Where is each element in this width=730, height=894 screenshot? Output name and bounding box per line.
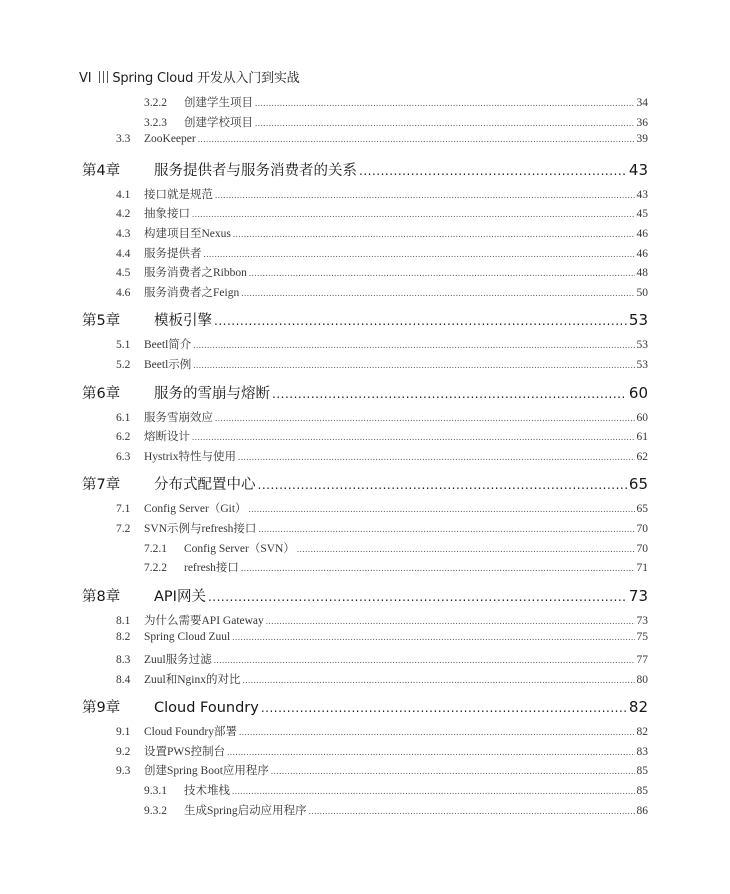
toc-title: Cloud Foundry部署 (144, 726, 237, 739)
toc-section-row[interactable] (116, 225, 648, 244)
toc-number: 第4章 (82, 162, 121, 179)
toc-section-row[interactable] (116, 264, 648, 283)
toc-subsection-row[interactable] (144, 94, 648, 113)
toc-leader-dots (261, 701, 627, 715)
toc-title: Spring Cloud Zuul (144, 631, 231, 644)
toc-subsection-row[interactable] (144, 802, 648, 821)
toc-leader-dots (192, 432, 635, 442)
toc-page-number: 62 (636, 450, 648, 463)
toc-title: Beetl示例 (144, 359, 192, 371)
toc-title: 熔断设计 (144, 431, 190, 444)
toc-page-number: 77 (636, 654, 648, 666)
toc-page-number: 61 (636, 431, 648, 444)
toc-leader-dots (249, 268, 635, 278)
toc-page-number: 85 (636, 785, 648, 797)
toc-title: Config Server（SVN） (184, 542, 295, 555)
toc-number: 9.3.2 (144, 804, 167, 817)
toc-number: 7.1 (116, 503, 131, 516)
toc-number: 4.5 (116, 267, 131, 280)
toc-page-number: 60 (628, 383, 648, 402)
toc-number: 9.3.1 (144, 785, 167, 797)
toc-section-row[interactable] (116, 762, 648, 781)
toc-chapter-row[interactable] (82, 382, 648, 406)
toc-title: 服务消费者之Feign (144, 286, 240, 299)
toc-page-number: 80 (636, 673, 648, 686)
toc-chapter-row[interactable] (82, 159, 648, 183)
toc-leader-dots (238, 452, 635, 462)
toc-leader-dots (193, 340, 634, 350)
toc-leader-dots (215, 190, 635, 200)
toc-section-row[interactable] (116, 651, 648, 670)
toc-title: 抽象接口 (144, 208, 190, 221)
toc-leader-dots (249, 504, 635, 514)
toc-leader-dots (198, 134, 635, 144)
toc-title: 技术堆栈 (184, 785, 230, 797)
toc-number: 4.1 (116, 188, 131, 201)
toc-leader-dots (241, 563, 635, 573)
toc-leader-dots (255, 118, 635, 128)
toc-page-number: 39 (636, 133, 648, 146)
toc-title: 服务消费者之Ribbon (144, 267, 247, 280)
toc-section-row[interactable] (116, 743, 648, 762)
toc-title: Cloud Foundry (154, 700, 259, 717)
toc-leader-dots (297, 544, 635, 554)
toc-title: refresh接口 (184, 562, 239, 575)
toc-leader-dots (242, 675, 634, 685)
toc-page-number: 46 (636, 247, 648, 260)
toc-chapter-row[interactable] (82, 696, 648, 720)
toc-title: Zuul服务过滤 (144, 654, 212, 666)
toc-number: 3.3 (116, 133, 131, 146)
toc-title: API网关 (154, 588, 206, 605)
toc-title: 生成Spring启动应用程序 (184, 804, 307, 817)
toc-number: 8.1 (116, 614, 131, 627)
toc-page-number: 43 (636, 188, 648, 201)
toc-number: 6.2 (116, 431, 131, 444)
toc-title: 构建项目至Nexus (144, 228, 231, 240)
running-header (79, 67, 299, 86)
toc-section-row[interactable] (116, 612, 648, 631)
toc-section-row[interactable] (116, 448, 648, 467)
toc-title: 为什么需要API Gateway (144, 614, 264, 627)
toc-subsection-row[interactable] (144, 114, 648, 133)
toc-number: 第7章 (82, 477, 121, 494)
toc-number: 7.2.2 (144, 562, 167, 575)
toc-leader-dots (266, 616, 635, 626)
toc-subsection-row[interactable] (144, 559, 648, 578)
toc-page-number: 83 (636, 745, 648, 758)
toc-page-number: 70 (636, 542, 648, 555)
toc-page-number: 60 (636, 411, 648, 424)
toc-page-number: 82 (628, 698, 648, 717)
toc-title: 创建学生项目 (184, 97, 253, 109)
toc-leader-dots (215, 413, 635, 423)
toc-page-number: 75 (636, 631, 648, 644)
toc-leader-dots (233, 229, 635, 239)
toc-section-row[interactable] (116, 671, 648, 690)
toc-section-row[interactable] (116, 245, 648, 264)
toc-leader-dots (255, 98, 635, 108)
toc-page-number: 53 (636, 359, 648, 371)
toc-title: 创建Spring Boot应用程序 (144, 765, 269, 778)
header-page-number: VI (79, 71, 92, 86)
toc-page-number: 65 (628, 475, 648, 494)
toc-page-number: 48 (636, 267, 648, 280)
toc-section-row[interactable] (116, 336, 648, 355)
toc-section-row[interactable] (116, 723, 648, 742)
toc-number: 4.6 (116, 286, 131, 299)
toc-number: 5.1 (116, 339, 131, 352)
toc-title: 创建学校项目 (184, 116, 253, 129)
toc-page-number: 50 (636, 286, 648, 299)
toc-title: 接口就是规范 (144, 188, 213, 201)
toc-chapter-row[interactable] (82, 585, 648, 609)
toc-leader-dots (232, 632, 634, 642)
toc-title: 服务雪崩效应 (144, 411, 213, 424)
toc-number: 3.2.3 (144, 116, 167, 129)
toc-number: 4.2 (116, 208, 131, 221)
toc-page-number: 43 (628, 160, 648, 179)
toc-number: 5.2 (116, 359, 131, 371)
toc-section-row[interactable] (116, 631, 648, 650)
toc-title: 设置PWS控制台 (144, 745, 226, 758)
toc-number: 6.1 (116, 411, 131, 424)
toc-page-number: 73 (636, 614, 648, 627)
toc-number: 7.2.1 (144, 542, 167, 555)
toc-title: 服务提供者与服务消费者的关系 (154, 162, 357, 179)
toc-page-number: 53 (628, 311, 648, 330)
toc-chapter-row[interactable] (82, 309, 648, 333)
toc-section-row[interactable] (116, 356, 648, 375)
toc-leader-dots (258, 524, 634, 534)
toc-section-row[interactable] (116, 205, 648, 224)
toc-section-row[interactable] (116, 428, 648, 447)
toc-number: 第9章 (82, 700, 121, 717)
toc-leader-dots (214, 655, 635, 665)
toc-page-number: 86 (636, 804, 648, 817)
toc-title: Zuul和Nginx的对比 (144, 673, 241, 686)
toc-leader-dots (272, 387, 627, 401)
toc-leader-dots (359, 164, 627, 178)
toc-title: SVN示例与refresh接口 (144, 523, 257, 535)
toc-title: 模板引擎 (154, 313, 212, 330)
toc-title: 服务提供者 (144, 247, 202, 260)
toc-page-number: 46 (636, 228, 648, 240)
toc-leader-dots (227, 747, 634, 757)
toc-section-row[interactable] (116, 186, 648, 205)
toc-leader-dots (214, 314, 627, 328)
toc-number: 3.2.2 (144, 97, 167, 109)
toc-page-number: 36 (636, 116, 648, 129)
toc-leader-dots (232, 786, 635, 796)
toc-chapter-row[interactable] (82, 473, 648, 497)
toc-number: 6.3 (116, 450, 131, 463)
toc-subsection-row[interactable] (144, 782, 648, 801)
header-book-title: Spring Cloud 开发从入门到实战 (112, 71, 300, 86)
header-divider-bars (99, 71, 108, 83)
toc-number: 7.2 (116, 523, 131, 535)
toc-leader-dots (309, 806, 635, 816)
toc-number: 9.2 (116, 745, 131, 758)
toc-section-row[interactable] (116, 520, 648, 539)
toc-number: 8.2 (116, 631, 131, 644)
toc-leader-dots (241, 288, 634, 298)
toc-section-row[interactable] (116, 500, 648, 519)
toc-leader-dots (193, 360, 634, 370)
toc-page-number: 85 (636, 765, 648, 778)
toc-leader-dots (239, 727, 635, 737)
toc-number: 9.3 (116, 765, 131, 778)
toc-title: Config Server（Git） (144, 503, 247, 516)
toc-section-row[interactable] (116, 409, 648, 428)
toc-leader-dots (271, 766, 635, 776)
toc-leader-dots (208, 590, 627, 604)
toc-section-row[interactable] (116, 133, 648, 152)
toc-page-number: 71 (636, 562, 648, 575)
toc-title: ZooKeeper (144, 133, 196, 146)
toc-page-number: 65 (636, 503, 648, 516)
toc-section-row[interactable] (116, 284, 648, 303)
toc-leader-dots (204, 249, 635, 259)
toc-leader-dots (258, 478, 627, 492)
toc-page-number: 53 (636, 339, 648, 352)
toc-number: 9.1 (116, 726, 131, 739)
toc-page-number: 82 (636, 726, 648, 739)
toc-title: 分布式配置中心 (154, 477, 256, 494)
toc-number: 第5章 (82, 313, 121, 330)
toc-number: 8.3 (116, 654, 131, 666)
toc-page-number: 45 (636, 208, 648, 221)
toc-number: 8.4 (116, 673, 131, 686)
toc-page-number: 70 (636, 523, 648, 535)
toc-title: 服务的雪崩与熔断 (154, 385, 270, 402)
toc-page-number: 34 (636, 97, 648, 109)
toc-leader-dots (192, 209, 635, 219)
toc-number: 4.4 (116, 247, 131, 260)
toc-number: 4.3 (116, 228, 131, 240)
toc-title: Hystrix特性与使用 (144, 450, 236, 463)
toc-number: 第8章 (82, 588, 121, 605)
toc-subsection-row[interactable] (144, 540, 648, 559)
toc-number: 第6章 (82, 385, 121, 402)
toc-page-number: 73 (628, 586, 648, 605)
toc-title: Beetl简介 (144, 339, 192, 352)
